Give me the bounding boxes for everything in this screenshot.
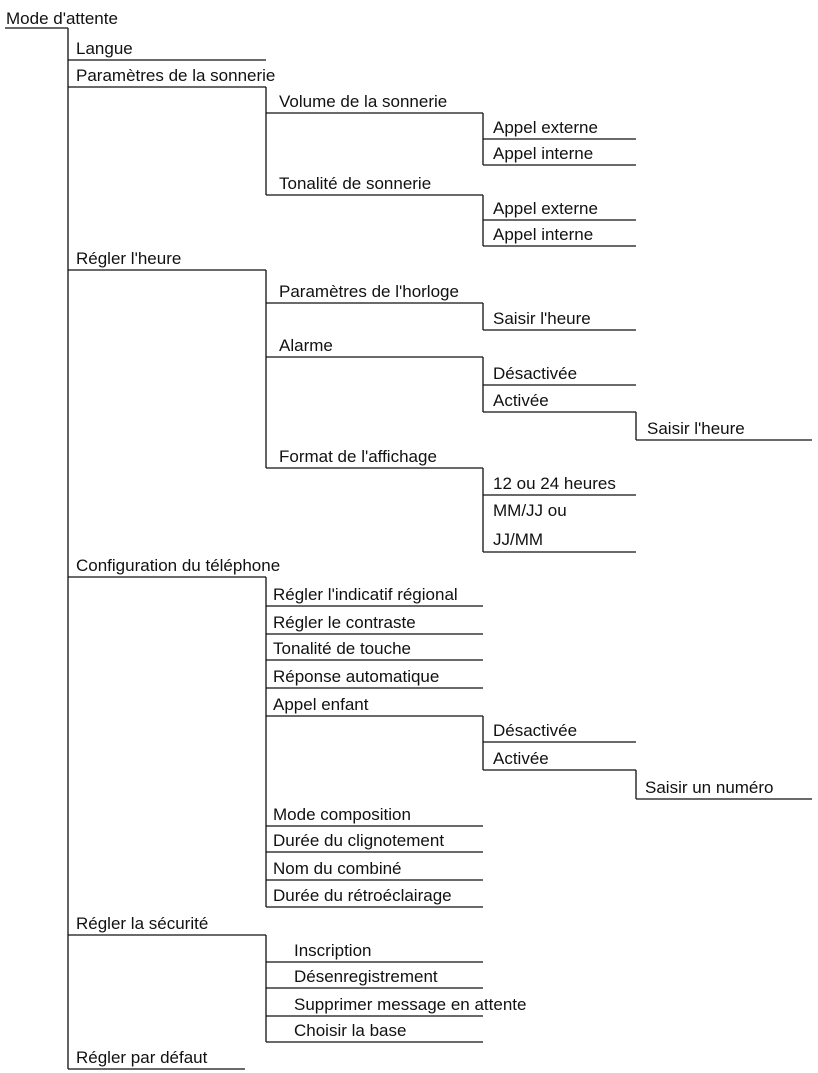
defaut-label: Régler par défaut: [76, 1048, 208, 1067]
enfant-numero-label: Saisir un numéro: [645, 778, 774, 797]
tonalite-label: Tonalité de sonnerie: [279, 174, 432, 193]
alarme-on-label: Activée: [493, 391, 549, 410]
alarme-saisir-label: Saisir l'heure: [647, 419, 745, 438]
enfant-off-label: Désactivée: [493, 721, 578, 740]
enfant-on-label: Activée: [493, 749, 549, 768]
retroeclairage-label: Durée du rétroéclairage: [273, 886, 452, 905]
alarme-off-label: Désactivée: [493, 364, 578, 383]
heure-label: Régler l'heure: [76, 249, 182, 268]
desenregistrement-label: Désenregistrement: [294, 967, 438, 986]
reponse-label: Réponse automatique: [273, 667, 440, 686]
alarme-label: Alarme: [279, 336, 333, 355]
volume-interne-label: Appel interne: [493, 144, 594, 163]
horloge-label: Paramètres de l'horloge: [279, 282, 459, 301]
securite-label: Régler la sécurité: [76, 914, 209, 933]
volume-externe-label: Appel externe: [493, 118, 598, 137]
sonnerie-label: Paramètres de la sonnerie: [76, 66, 276, 85]
root-label: Mode d'attente: [6, 9, 118, 28]
tonalite-interne-label: Appel interne: [493, 225, 594, 244]
supprimer-label: Supprimer message en attente: [294, 995, 527, 1014]
clignotement-label: Durée du clignotement: [273, 831, 445, 850]
indicatif-label: Régler l'indicatif régional: [273, 585, 458, 604]
contraste-label: Régler le contraste: [273, 613, 416, 632]
touche-label: Tonalité de touche: [273, 639, 411, 658]
config-label: Configuration du téléphone: [76, 556, 281, 575]
base-label: Choisir la base: [294, 1021, 407, 1040]
tree-labels: [6, 9, 774, 1067]
format-date-label-line1: MM/JJ ou: [493, 501, 567, 520]
langue-label: Langue: [76, 39, 133, 58]
enfant-label: Appel enfant: [273, 695, 369, 714]
horloge-saisir-label: Saisir l'heure: [493, 309, 591, 328]
volume-label: Volume de la sonnerie: [279, 92, 448, 111]
format-date-label-line2: JJ/MM: [493, 530, 544, 549]
composition-label: Mode composition: [273, 805, 411, 824]
format-12-24-label: 12 ou 24 heures: [493, 474, 616, 493]
combine-label: Nom du combiné: [273, 859, 402, 878]
tonalite-externe-label: Appel externe: [493, 199, 598, 218]
format-label: Format de l'affichage: [279, 447, 437, 466]
inscription-label: Inscription: [294, 941, 372, 960]
